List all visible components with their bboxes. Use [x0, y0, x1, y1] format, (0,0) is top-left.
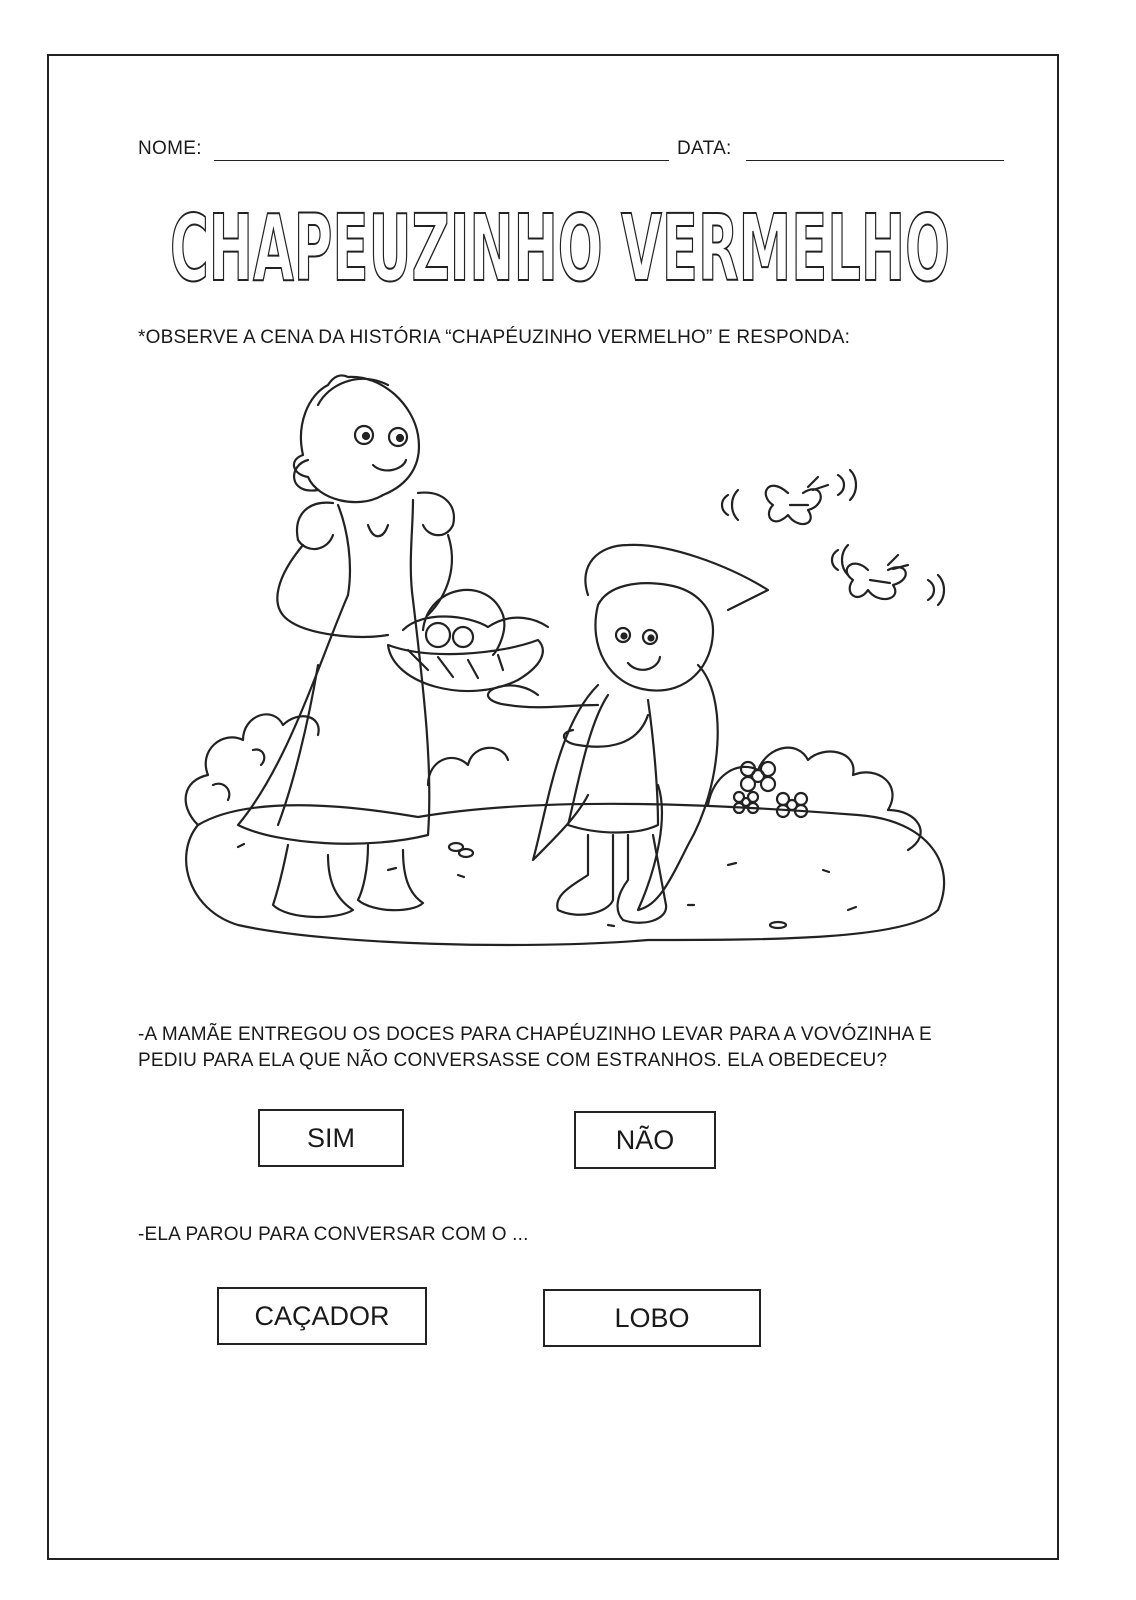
- butterfly-icon: [722, 470, 856, 524]
- answer-cacador-box[interactable]: CAÇADOR: [217, 1287, 427, 1345]
- mother-figure-icon: [238, 375, 454, 917]
- instruction-text: *OBSERVE A CENA DA HISTÓRIA “CHAPÉUZINHO VERMELHO” E RESPONDA:: [138, 327, 851, 348]
- name-label: NOME:: [138, 138, 202, 159]
- name-field[interactable]: [214, 160, 669, 161]
- question-1: [138, 1022, 1058, 1074]
- page-title: [160, 196, 960, 296]
- ground-icon: [186, 804, 944, 945]
- red-riding-hood-icon: [488, 545, 768, 923]
- basket-icon: [388, 590, 548, 691]
- date-field[interactable]: [746, 160, 1004, 161]
- answer-sim-box[interactable]: SIM: [258, 1109, 404, 1167]
- question-2: -ELA PAROU PARA CONVERSAR COM O ...: [138, 1224, 529, 1245]
- story-illustration: [168, 365, 968, 985]
- question-1-line-2: PEDIU PARA ELA QUE NÃO CONVERSASSE COM ESTRANHOS. ELA OBEDECEU?: [138, 1050, 888, 1071]
- page-title-text: CHAPEUZINHO VERMELHO: [170, 196, 950, 296]
- butterfly-icon: [832, 545, 944, 605]
- answer-lobo-box[interactable]: LOBO: [543, 1289, 761, 1347]
- date-label: DATA:: [677, 138, 732, 159]
- answer-nao-box[interactable]: NÃO: [574, 1111, 716, 1169]
- question-1-line-1: -A MAMÃE ENTREGOU OS DOCES PARA CHAPÉUZINHO LEVAR PARA A VOVÓZINHA E: [138, 1024, 932, 1045]
- bush-right-icon: [708, 748, 921, 850]
- header-fields: [138, 138, 1028, 168]
